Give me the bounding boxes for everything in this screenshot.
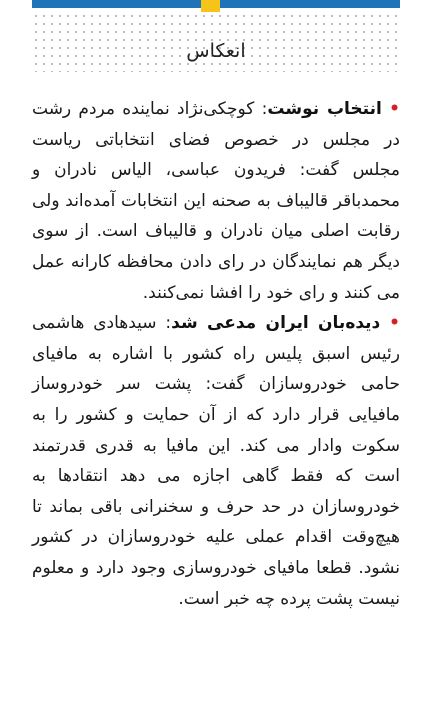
bullet-icon: • bbox=[389, 99, 400, 119]
section-header bbox=[32, 12, 400, 72]
section-title: انعکاس bbox=[186, 40, 246, 62]
news-item bbox=[32, 308, 400, 614]
news-source: انتخاب نوشت bbox=[267, 99, 382, 119]
news-source: دیده‌بان ایران مدعی شد bbox=[171, 313, 381, 334]
news-text: : کوچکی‌نژاد نماینده مردم رشت در مجلس در خصوص فضای انتخاباتی ریاست مجلس گفت: فریدون عباسی، الیاس نادران و محمدباقر قالیباف به صحنه این انتخابات آمده‌اند ولی رقابت اصلی میان نادران و قالیباف است. از سوی دیگر هم نمایندگان در رای دادن محافظه کارانه عمل می کنند و رای خود را افشا نمی‌کنند. bbox=[32, 99, 400, 303]
news-column bbox=[32, 94, 400, 614]
news-text: : سیدهادی هاشمی رئیس اسبق پلیس راه کشور با اشاره به مافیای حامی خودروسازان گفت: پشت سر خودروساز مافیایی قرار دارد که از آن حمایت و کشور را به سکوت وادار می کند. این مافیا به قدری قدرتمند است که فقط گاهی اجازه می دهد انتقادها به خودروسازان در حد حرف و سخنرانی باقی بماند تا هیچ‌وقت اقدام عملی علیه خودروسازان در کشور نشود. قطعا مافیای خودروسازی وجود دارد و معلوم نیست پشت پرده چه خبر است. bbox=[32, 313, 400, 609]
news-item bbox=[32, 94, 400, 308]
bullet-icon: • bbox=[389, 313, 401, 334]
